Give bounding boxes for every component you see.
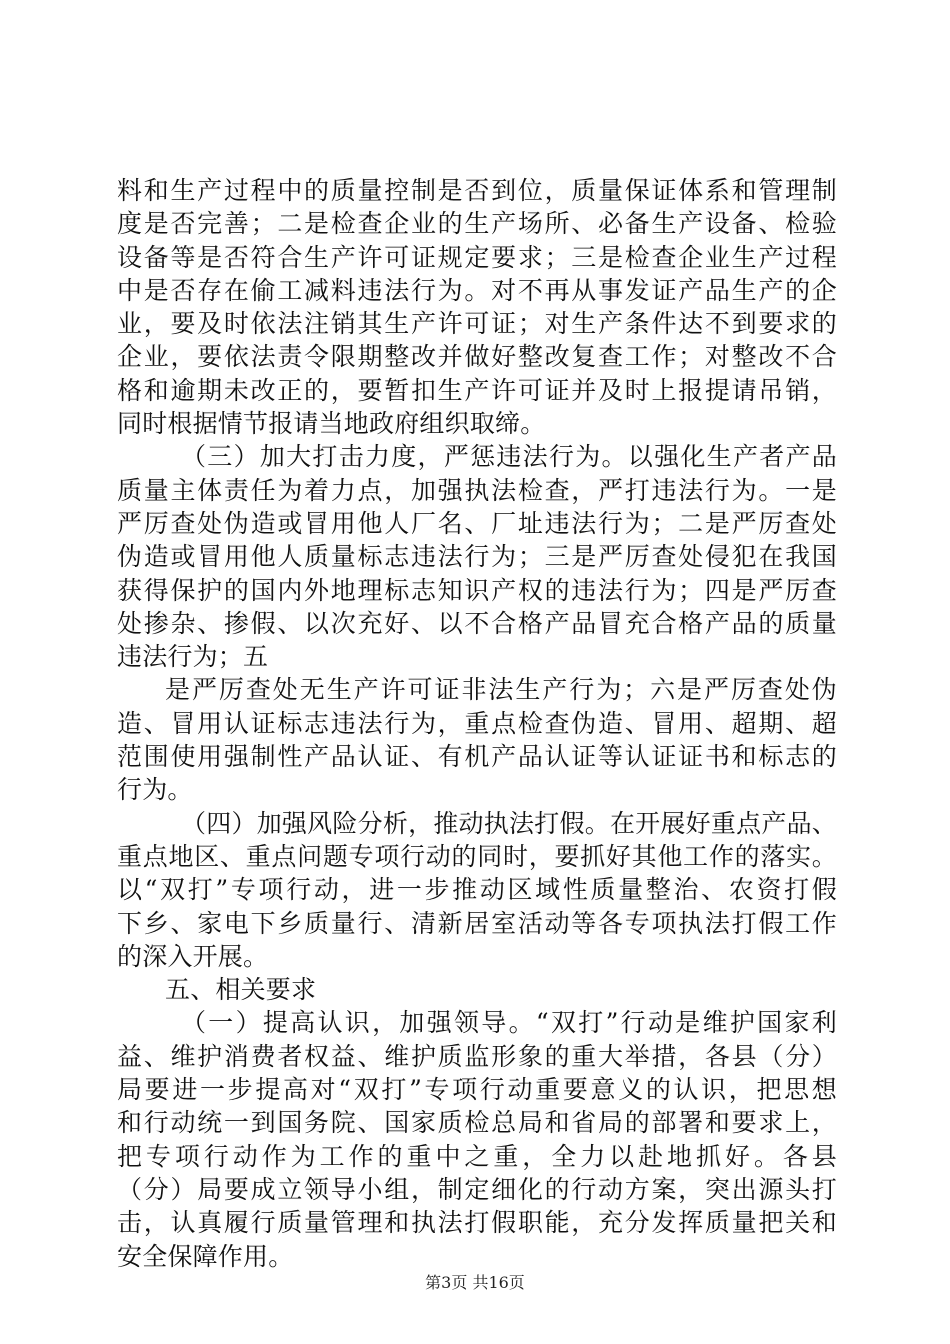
text-line: 和行动统一到国务院、国家质检总局和省局的部署和要求上， [117,1108,837,1138]
text-line: 获得保护的国内外地理标志知识产权的违法行为；四是严厉查 [117,575,837,605]
text-line: 的深入开展。 [117,941,269,971]
text-line: 五、相关要求 [165,975,317,1005]
text-line: 度是否完善；二是检查企业的生产场所、必备生产设备、检验 [117,209,837,239]
text-line: 严厉查处伪造或冒用他人厂名、厂址违法行为；二是严厉查处 [117,508,837,538]
text-line: 重点地区、重点问题专项行动的同时，要抓好其他工作的落实。 [117,841,837,871]
text-line: 中是否存在偷工减料违法行为。对不再从事发证产品生产的企 [117,275,837,305]
text-line: 违法行为；五 [117,642,269,672]
text-line: 把专项行动作为工作的重中之重，全力以赴地抓好。各县 [117,1141,837,1171]
text-line: 范围使用强制性产品认证、有机产品认证等认证证书和标志的 [117,742,837,772]
text-line: 业，要及时依法注销其生产许可证；对生产条件达不到要求的 [117,309,837,339]
text-line: 质量主体责任为着力点，加强执法检查，严打违法行为。一是 [117,475,837,505]
text-line: （三）加大打击力度，严惩违法行为。以强化生产者产品 [181,442,837,472]
page-footer: 第3页 共16页 [425,1273,525,1292]
text-line: 处掺杂、掺假、以次充好、以不合格产品冒充合格产品的质量 [117,608,837,638]
text-line: 料和生产过程中的质量控制是否到位，质量保证体系和管理制 [117,176,837,205]
text-line: 以“双打”专项行动，进一步推动区域性质量整治、农资打假 [117,875,837,905]
text-line: 设备等是否符合生产许可证规定要求；三是检查企业生产过程 [117,242,837,272]
text-line: 同时根据情节报请当地政府组织取缔。 [117,409,546,439]
text-line: 是严厉查处无生产许可证非法生产行为；六是严厉查处伪 [165,675,837,705]
text-line: （四）加强风险分析，推动执法打假。在开展好重点产品、 [181,808,837,838]
text-line: 安全保障作用。 [117,1241,294,1271]
body-text [117,174,837,1273]
text-line: （一）提高认识，加强领导。“双打”行动是维护国家利 [181,1008,837,1038]
text-line: 企业，要依法责令限期整改并做好整改复查工作；对整改不合 [117,342,837,372]
text-line: 下乡、家电下乡质量行、清新居室活动等各专项执法打假工作 [117,908,837,938]
text-line: 局要进一步提高对“双打”专项行动重要意义的认识，把思想 [117,1075,837,1105]
text-line: 击，认真履行质量管理和执法打假职能，充分发挥质量把关和 [117,1208,837,1238]
text-line: 格和逾期未改正的，要暂扣生产许可证并及时上报提请吊销， [117,375,837,405]
text-line: 造、冒用认证标志违法行为，重点检查伪造、冒用、超期、超 [117,708,837,738]
text-line: 伪造或冒用他人质量标志违法行为；三是严厉查处侵犯在我国 [117,542,837,572]
text-line: 行为。 [117,775,193,805]
text-line: 益、维护消费者权益、维护质监形象的重大举措，各县（分） [117,1041,837,1071]
text-line: （分）局要成立领导小组，制定细化的行动方案，突出源头打 [117,1174,837,1204]
